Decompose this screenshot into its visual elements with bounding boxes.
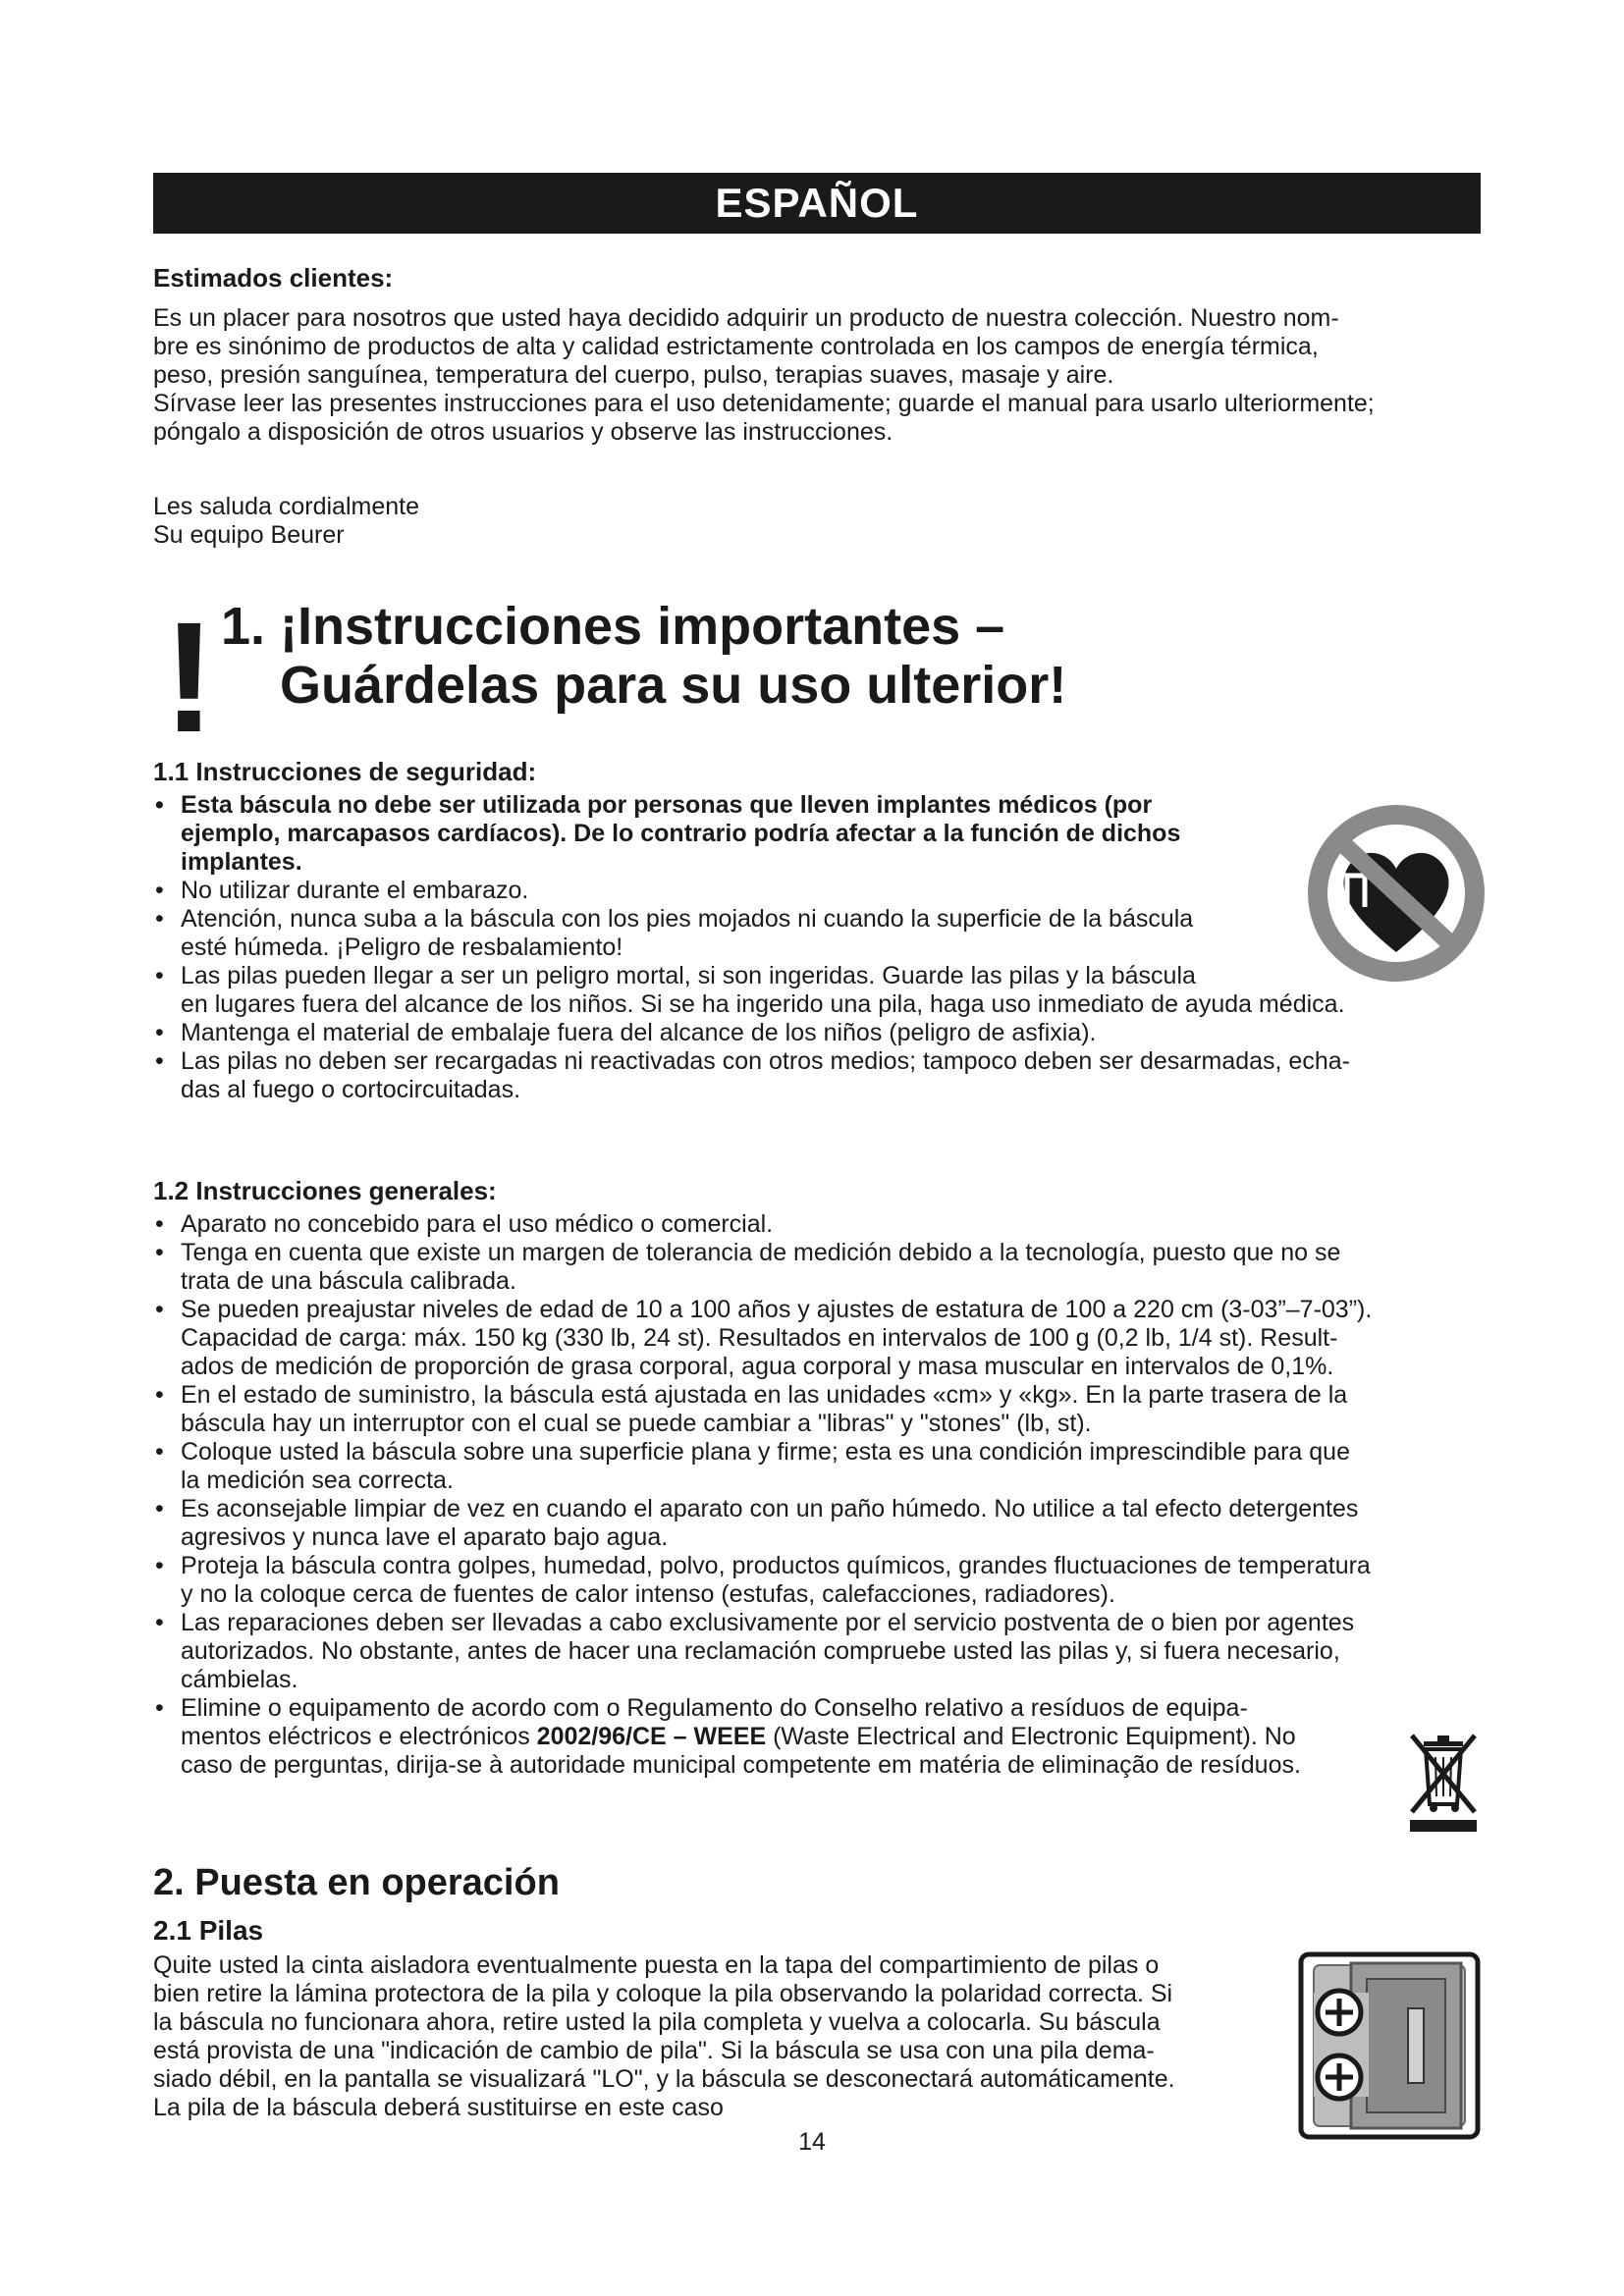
closing-signature: Su equipo Beurer [153, 521, 345, 549]
paragraph-line: La pila de la báscula deberá sustituirse en este caso [153, 2094, 724, 2121]
list-line: • Las pilas no deben ser recargadas ni reactivadas con otros medios; tampoco deben ser desarmadas, echa- [181, 1047, 1350, 1075]
list-item [153, 1239, 1489, 1296]
safety-heading: 1.1 Instrucciones de seguridad: [153, 757, 537, 786]
list-line: la medición sea correcta. [181, 1467, 454, 1494]
weee-list-item [153, 1694, 1489, 1780]
list-line [181, 1723, 1489, 1751]
closing [153, 493, 419, 550]
weee-text: (Waste Electrical and Electronic Equipment). No [766, 1723, 1296, 1750]
list-line: caso de perguntas, dirija-se à autoridade municipal competente em matéria de eliminação de resíduos. [181, 1751, 1301, 1779]
list-line: esté húmeda. ¡Peligro de resbalamiento! [181, 934, 623, 961]
paragraph-line: está provista de una "indicación de cambio de pila". Si la báscula se usa con una pila dema- [153, 2037, 1155, 2064]
weee-directive: 2002/96/CE – WEEE [536, 1723, 767, 1750]
section-2-1-title: 2.1 Pilas [153, 1915, 264, 1946]
section-1-title [221, 597, 1066, 715]
list-line: • Es aconsejable limpiar de vez en cuando el aparato con un paño húmedo. No utilice a tal efecto detergentes [181, 1495, 1359, 1522]
list-line: • No utilizar durante el embarazo. [181, 877, 529, 904]
list-line: trata de una báscula calibrada. [181, 1267, 516, 1295]
safety-list [153, 791, 1481, 1104]
list-item [153, 1019, 1481, 1047]
general-list [153, 1210, 1489, 1780]
list-line: ejemplo, marcapasos cardíacos). De lo contrario podría afectar a la función de dichos [181, 820, 1181, 847]
list-line: ados de medición de proporción de grasa corporal, agua corporal y masa muscular en intervalos de 0,1%. [181, 1353, 1334, 1380]
list-line: cámbielas. [181, 1666, 298, 1693]
list-line: das al fuego o cortocircuitadas. [181, 1076, 521, 1103]
list-item [153, 1609, 1489, 1694]
intro-line: bre es sinónimo de productos de alta y calidad estrictamente controlada en los campos de energía térmica, [153, 333, 1319, 360]
list-line: Capacidad de carga: máx. 150 kg (330 lb, 24 st). Resultados en intervalos de 100 g (0,2 lb, 1/4 st). Result- [181, 1324, 1338, 1352]
list-line: • Se pueden preajustar niveles de edad de 10 a 100 años y ajustes de estatura de 100 a 220 cm (3-03”–7-03”). [181, 1296, 1373, 1323]
list-item [153, 791, 1481, 877]
list-line: agresivos y nunca lave el aparato bajo agua. [181, 1523, 669, 1551]
list-line: • Aparato no concebido para el uso médico o comercial. [181, 1210, 774, 1238]
list-line: • En el estado de suministro, la báscula está ajustada en las unidades «cm» y «kg». En la parte trasera de la [181, 1381, 1348, 1409]
list-line: báscula hay un interruptor con el cual se puede cambiar a "libras" y "stones" (lb, st). [181, 1410, 1092, 1437]
list-item [153, 1047, 1481, 1104]
list-line: autorizados. No obstante, antes de hacer una reclamación compruebe usted las pilas y, si fuera necesario, [181, 1637, 1340, 1665]
paragraph-line: bien retire la lámina protectora de la pila y coloque la pila observando la polaridad correcta. Si [153, 1980, 1173, 2007]
list-line: implantes. [181, 848, 302, 876]
weee-text: mentos eléctricos e electrónicos [181, 1723, 537, 1750]
section-1-title-line1: ¡Instrucciones importantes – [280, 597, 1005, 656]
list-line: • Elimine o equipamento de acordo com o Regulamento do Conselho relativo a resíduos de equipa- [181, 1694, 1248, 1722]
general-heading: 1.2 Instrucciones generales: [153, 1176, 497, 1205]
battery-compartment-icon [1298, 1951, 1481, 2140]
list-item [153, 905, 1481, 962]
intro-paragraph [153, 304, 1481, 447]
no-pacemaker-icon [1308, 805, 1485, 982]
language-banner: ESPAÑOL [153, 173, 1481, 234]
list-line: y no la coloque cerca de fuentes de calor intenso (estufas, calefacciones, radiadores). [181, 1580, 1115, 1608]
list-item [153, 1210, 1489, 1239]
intro-line: peso, presión sanguínea, temperatura del cuerpo, pulso, terapias suaves, masaje y aire. [153, 361, 1114, 389]
list-item [153, 1381, 1489, 1438]
section-2-title: 2. Puesta en operación [153, 1862, 560, 1903]
list-item [153, 1552, 1489, 1609]
paragraph-line: Quite usted la cinta aisladora eventualmente puesta en la tapa del compartimiento de pilas o [153, 1951, 1160, 1979]
intro-line: Es un placer para nosotros que usted haya decidido adquirir un producto de nuestra colección. Nuestro nom- [153, 304, 1339, 332]
list-item [153, 877, 1481, 905]
paragraph-line: la báscula no funcionara ahora, retire usted la pila completa y vuelva a colocarla. Su báscula [153, 2008, 1161, 2036]
intro-line: Sírvase leer las presentes instrucciones para el uso detenidamente; guarde el manual para usarlo ulteriormente; [153, 390, 1375, 417]
intro-line: póngalo a disposición de otros usuarios y observe las instrucciones. [153, 418, 893, 446]
greeting-title: Estimados clientes: [153, 263, 394, 293]
paragraph-line: siado débil, en la pantalla se visualizará "LO", y la báscula se desconectará automáticamente. [153, 2065, 1175, 2093]
warning-exclamation-icon: ! [163, 589, 216, 765]
weee-bin-icon [1406, 1732, 1481, 1834]
list-line: • Tenga en cuenta que existe un margen de tolerancia de medición debido a la tecnología, puesto que no se [181, 1239, 1341, 1266]
list-line: • Las reparaciones deben ser llevadas a cabo exclusivamente por el servicio postventa de o bien por agentes [181, 1609, 1355, 1636]
page-number: 14 [798, 2128, 826, 2156]
list-item [153, 1438, 1489, 1495]
list-line: • Atención, nunca suba a la báscula con los pies mojados ni cuando la superficie de la báscula [181, 905, 1194, 933]
list-line: • Coloque usted la báscula sobre una superficie plana y firme; esta es una condición imprescindible para que [181, 1438, 1350, 1466]
list-line: • Proteja la báscula contra golpes, humedad, polvo, productos químicos, grandes fluctuaciones de temperatura [181, 1552, 1371, 1579]
list-line: • Esta báscula no debe ser utilizada por personas que lleven implantes médicos (por [181, 791, 1153, 819]
list-item [153, 962, 1481, 1019]
closing-line: Les saluda cordialmente [153, 493, 419, 520]
list-line: en lugares fuera del alcance de los niños. Si se ha ingerido una pila, haga uso inmediato de ayuda médica. [181, 990, 1345, 1018]
list-line: • Mantenga el material de embalaje fuera del alcance de los niños (peligro de asfixia). [181, 1019, 1097, 1046]
section-1-number: 1. [221, 597, 266, 656]
list-line: • Las pilas pueden llegar a ser un peligro mortal, si son ingeridas. Guarde las pilas y la báscula [181, 962, 1196, 989]
section-1-title-line2: Guárdelas para su uso ulterior! [280, 656, 1067, 715]
battery-paragraph [153, 1951, 1263, 2122]
list-item [153, 1495, 1489, 1552]
list-item [153, 1296, 1489, 1381]
